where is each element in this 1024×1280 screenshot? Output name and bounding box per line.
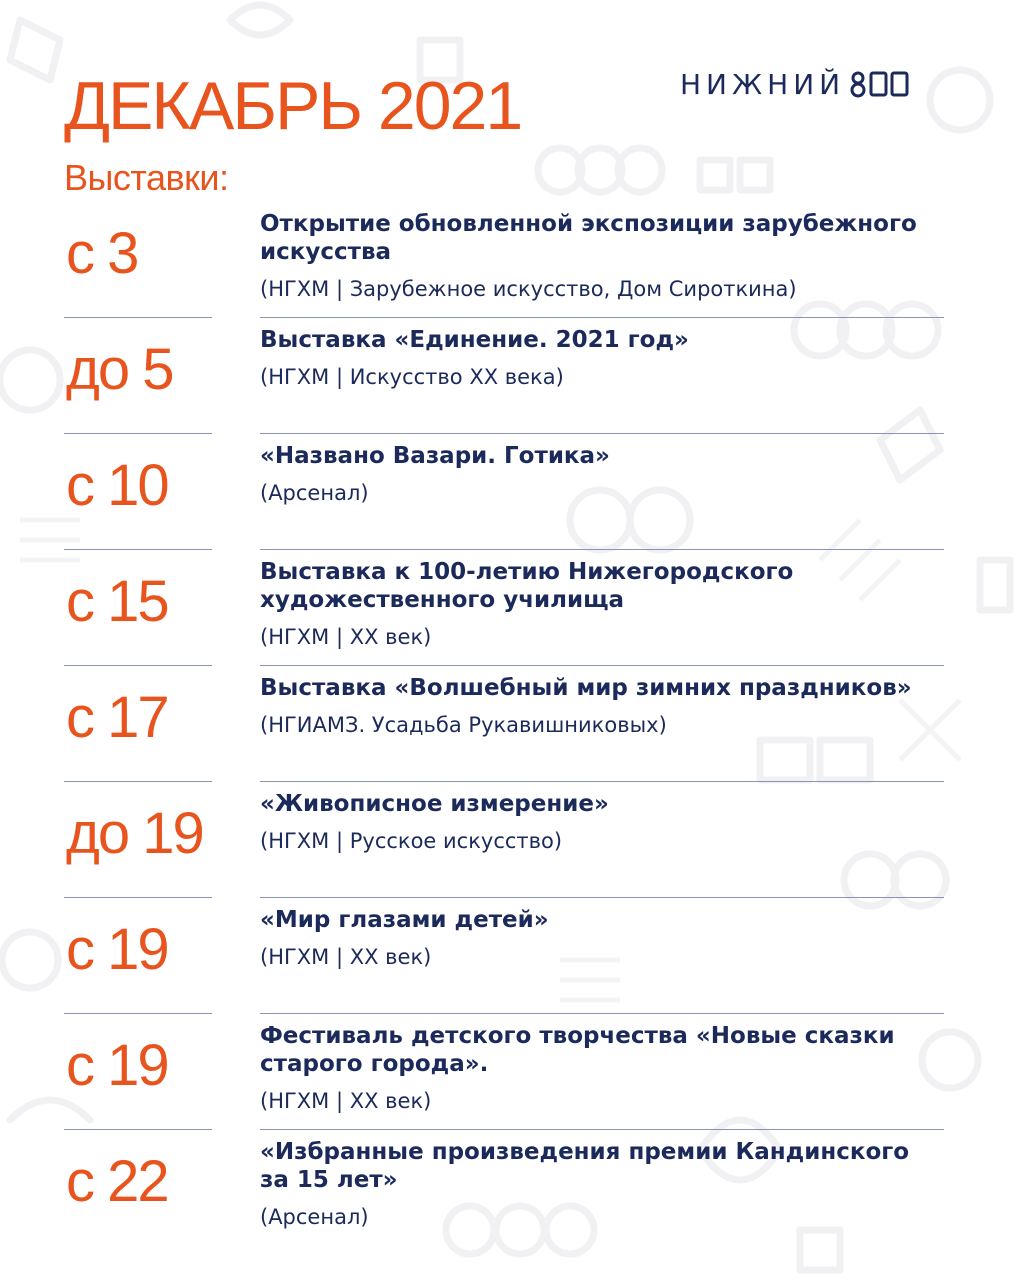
event-date: с 3 <box>66 221 138 286</box>
event-info <box>260 210 944 302</box>
event-venue: (Арсенал) <box>260 1205 369 1229</box>
event-info <box>260 326 944 390</box>
event-venue: (НГХМ | Зарубежное искусство, Дом Сироткина) <box>260 277 797 301</box>
event-date: с 22 <box>66 1149 168 1214</box>
event-row <box>64 434 944 550</box>
logo <box>680 64 911 104</box>
event-date: с 19 <box>66 917 168 982</box>
event-info <box>260 442 944 506</box>
event-date: с 19 <box>66 1033 168 1098</box>
event-venue: (НГХМ | ХХ век) <box>260 625 432 649</box>
event-row <box>64 782 944 898</box>
event-date: с 17 <box>66 685 168 750</box>
event-date: с 15 <box>66 569 168 634</box>
event-title: Выставка «Волшебный мир зимних праздников» <box>260 675 912 701</box>
event-title: «Избранные произведения премии Кандинского за 15 лет» <box>260 1139 910 1193</box>
page-title: ДЕКАБРЬ 2021 <box>64 68 522 144</box>
event-venue: (Арсенал) <box>260 481 369 505</box>
event-row <box>64 550 944 666</box>
event-title: «Живописное измерение» <box>260 791 609 817</box>
event-row <box>64 318 944 434</box>
event-date: до 19 <box>66 801 203 866</box>
event-info <box>260 790 944 854</box>
event-date: до 5 <box>66 337 173 402</box>
event-row <box>64 1130 944 1246</box>
event-info <box>260 906 944 970</box>
event-title: «Названо Вазари. Готика» <box>260 443 610 469</box>
event-venue: (НГИАМЗ. Усадьба Рукавишниковых) <box>260 713 667 737</box>
event-row <box>64 898 944 1014</box>
event-info <box>260 1022 944 1114</box>
event-info <box>260 558 944 650</box>
event-title: Выставка «Единение. 2021 год» <box>260 327 689 353</box>
event-row <box>64 1014 944 1130</box>
events-list <box>64 202 944 1246</box>
logo-800-mark <box>849 70 911 98</box>
logo-text: НИЖНИЙ <box>680 67 846 101</box>
event-venue: (НГХМ | Русское искусство) <box>260 829 563 853</box>
event-info <box>260 674 944 738</box>
event-title: «Мир глазами детей» <box>260 907 549 933</box>
event-info <box>260 1138 944 1230</box>
event-venue: (НГХМ | ХХ век) <box>260 1089 432 1113</box>
section-label: Выставки: <box>64 157 229 198</box>
event-date: с 10 <box>66 453 168 518</box>
event-venue: (НГХМ | ХХ век) <box>260 945 432 969</box>
event-title: Выставка к 100-летию Нижегородского художественного училища <box>260 559 794 613</box>
event-venue: (НГХМ | Искусство ХХ века) <box>260 365 564 389</box>
event-row <box>64 202 944 318</box>
event-title: Фестиваль детского творчества «Новые сказки старого города». <box>260 1023 895 1077</box>
event-row <box>64 666 944 782</box>
event-title: Открытие обновленной экспозиции зарубежного искусства <box>260 211 917 265</box>
